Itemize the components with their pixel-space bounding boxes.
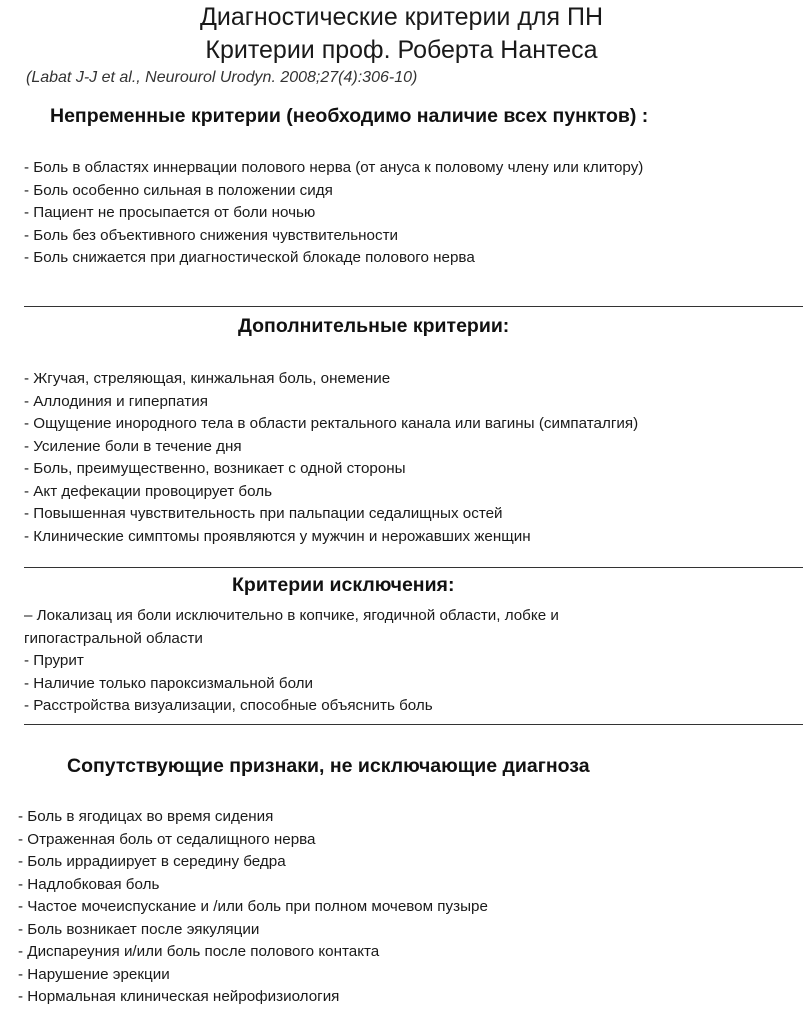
list-item: - Боль в областях иннервации полового нерва (от ануса к половому члену или клитору)	[24, 159, 644, 176]
associated-signs-list	[18, 806, 488, 1009]
exclusion-criteria-list	[24, 605, 644, 718]
list-item: - Боль в ягодицах во время сидения	[18, 808, 274, 825]
list-item: – Локализац ия боли исключительно в копчике, ягодичной области, лобке и гипогастральной области	[24, 607, 559, 647]
list-item: - Отраженная боль от седалищного нерва	[18, 830, 316, 848]
list-item: - Усиление боли в течение дня	[24, 437, 242, 455]
section-heading-associated: Сопутствующие признаки, не исключающие диагноза	[67, 755, 590, 777]
list-item: - Нормальная клиническая нейрофизиология	[18, 988, 340, 1005]
list-item: - Диспареуния и/или боль после полового контакта	[18, 943, 380, 960]
list-item: - Жгучая, стреляющая, кинжальная боль, онемение	[24, 370, 391, 387]
list-item: - Боль, преимущественно, возникает с одной стороны	[24, 460, 406, 477]
citation: (Labat J-J et al., Neurourol Urodyn. 2008;27(4):306-10)	[26, 69, 418, 86]
list-item: - Пациент не просыпается от боли ночью	[24, 204, 316, 221]
section-heading-exclusion: Критерии исключения:	[232, 574, 455, 596]
list-item: - Ощущение инородного тела в области ректального канала или вагины (симпаталгия)	[24, 415, 639, 432]
section-divider	[24, 567, 803, 568]
list-item: - Аллодиния и гиперпатия	[24, 392, 208, 410]
list-item: - Расстройства визуализации, способные объяснить боль	[24, 697, 433, 714]
mandatory-criteria-list	[24, 157, 643, 270]
page-subtitle: Критерии проф. Роберта Нантеса	[205, 36, 598, 64]
section-divider	[24, 724, 803, 725]
list-item: - Акт дефекации провоцирует боль	[24, 482, 273, 500]
list-item: - Боль снижается при диагностической блокаде полового нерва	[24, 249, 475, 266]
list-item: - Повышенная чувствительность при пальпации седалищных остей	[24, 505, 503, 522]
list-item: - Боль иррадиирует в середину бедра	[18, 853, 286, 870]
list-item: - Наличие только пароксизмальной боли	[24, 674, 314, 692]
additional-criteria-list	[24, 368, 638, 548]
section-divider	[24, 306, 803, 307]
page-title: Диагностические критерии для ПН	[199, 3, 604, 31]
list-item: - Нарушение эрекции	[18, 965, 170, 983]
list-item: - Прурит	[24, 652, 84, 669]
section-heading-mandatory: Непременные критерии (необходимо наличие всех пунктов) :	[50, 105, 649, 127]
list-item: - Клинические симптомы проявляются у мужчин и нерожавших женщин	[24, 527, 531, 545]
section-heading-additional: Дополнительные критерии:	[238, 315, 510, 337]
list-item: - Боль особенно сильная в положении сидя	[24, 181, 333, 199]
list-item: - Боль без объективного снижения чувствительности	[24, 226, 399, 244]
list-item: - Боль возникает после эякуляции	[18, 920, 260, 938]
list-item: - Надлобковая боль	[18, 875, 160, 893]
list-item: - Частое мочеиспускание и /или боль при полном мочевом пузыре	[18, 898, 488, 915]
